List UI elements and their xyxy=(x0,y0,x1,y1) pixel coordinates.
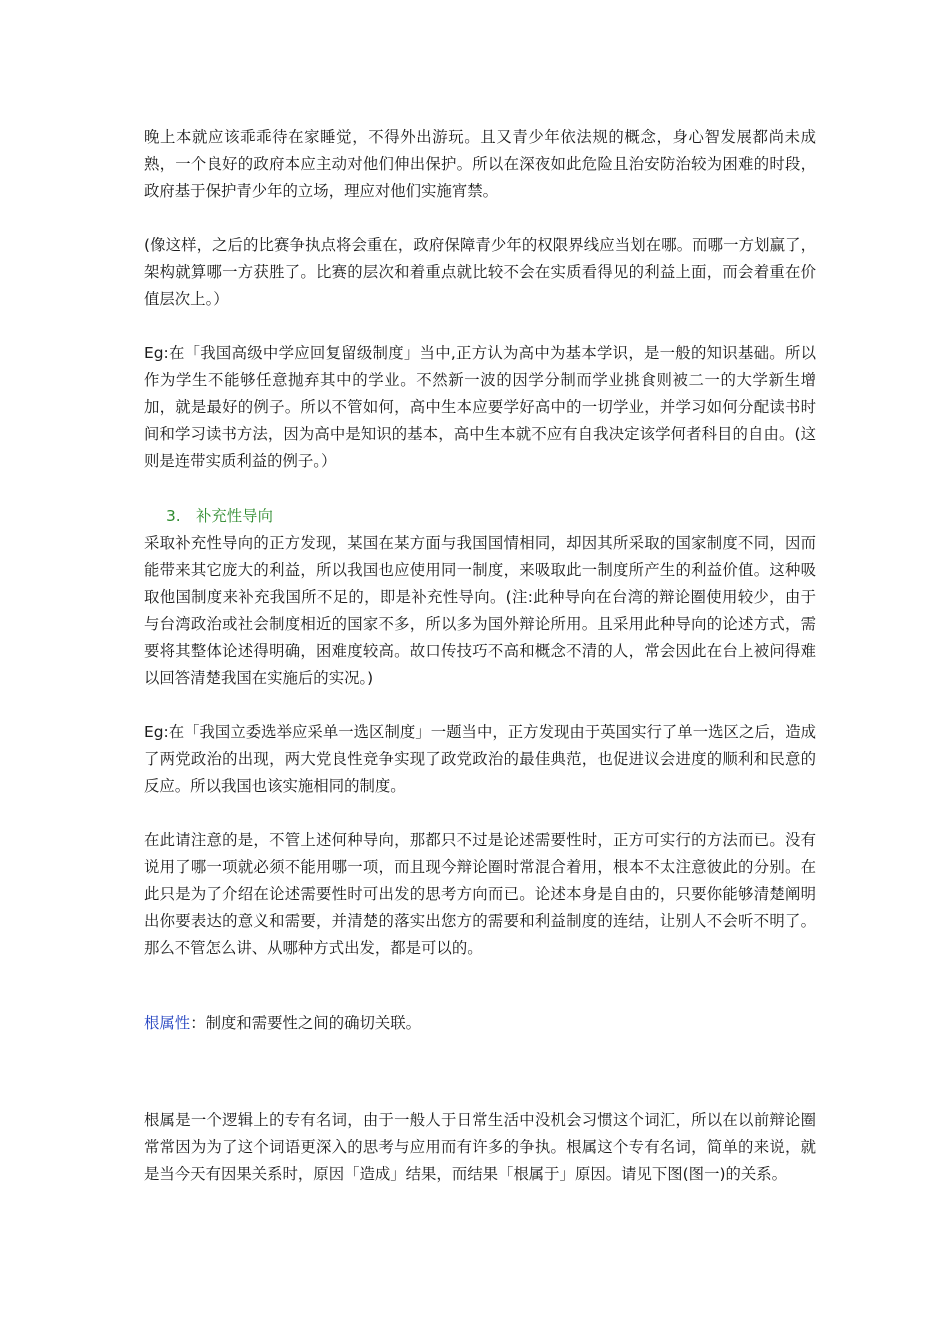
spacer xyxy=(144,692,816,719)
term-definition xyxy=(144,1010,816,1037)
spacer xyxy=(144,800,816,827)
spacer xyxy=(144,475,816,502)
spacer xyxy=(144,1037,816,1107)
section-heading-supplementary xyxy=(144,503,816,530)
paragraph-example-retention: Eg:在「我国高级中学应回复留级制度」当中,正方认为高中为基本学识，是一般的知识基础。所以作为学生不能够任意抛弃其中的学业。不然新一波的因学分制而学业挑食则被二一的大学新生增加，就是最好的例子。所以不管如何，高中生本应要学好高中的一切学业，并学习如何分配读书时间和学习读书方法，因为高中是知识的基本，高中生本就不应有自我决定该学何者科目的自由。(这则是连带实质利益的例子。） xyxy=(144,344,816,470)
paragraph-value-note: (像这样，之后的比赛争执点将会重在，政府保障青少年的权限界线应当划在哪。而哪一方划赢了，架构就算哪一方获胜了。比赛的层次和着重点就比较不会在实质看得见的利益上面，而会着重在价值层次上。） xyxy=(144,236,816,308)
paragraph-example-single-district: Eg:在「我国立委选举应采单一选区制度」一题当中，正方发现由于英国实行了单一选区之后，造成了两党政治的出现，两大党良性竞争实现了政党政治的最佳典范，也促进议会进度的顺利和民意的反应。所以我国也该实施相同的制度。 xyxy=(144,723,816,795)
paragraph-supplementary-orientation: 采取补充性导向的正方发现，某国在某方面与我国国情相同，却因其所采取的国家制度不同，因而能带来其它庞大的利益，所以我国也应使用同一制度，来吸取此一制度所产生的利益价值。这种吸取他国制度来补充我国所不足的，即是补充性导向。(注:此种导向在台湾的辩论圈使用较少，由于与台湾政治或社会制度相近的国家不多，所以多为国外辩论所用。且采用此种导向的论述方式，需要将其整体论述得明确，困难度较高。故口传技巧不高和概念不清的人，常会因此在台上被问得难以回答清楚我国在实施后的实况。) xyxy=(144,534,816,687)
section-title: 补充性导向 xyxy=(196,507,273,525)
spacer xyxy=(144,962,816,1010)
paragraph-curfew-reason: 晚上本就应该乖乖待在家睡觉，不得外出游玩。且又青少年依法规的概念，身心智发展都尚未成熟，一个良好的政府本应主动对他们伸出保护。所以在深夜如此危险且治安防治较为困难的时段，政府基于保护青少年的立场，理应对他们实施宵禁。 xyxy=(144,128,816,200)
spacer xyxy=(144,313,816,340)
term-definition-text: ：制度和需要性之间的确切关联。 xyxy=(190,1014,422,1032)
term-root-attribute: 根属性 xyxy=(144,1014,191,1032)
paragraph-root-attribute-explanation: 根属是一个逻辑上的专有名词，由于一般人于日常生活中没机会习惯这个词汇，所以在以前辩论圈常常因为为了这个词语更深入的思考与应用而有许多的争执。根属这个专有名词，简单的来说，就是当今天有因果关系时，原因「造成」结果，而结果「根属于」原因。请见下图(图一)的关系。 xyxy=(144,1111,816,1183)
spacer xyxy=(144,205,816,232)
section-number: 3. xyxy=(166,507,181,525)
paragraph-note-orientations: 在此请注意的是，不管上述何种导向，那都只不过是论述需要性时，正方可实行的方法而已。没有说用了哪一项就必须不能用哪一项，而且现今辩论圈时常混合着用，根本不太注意彼此的分别。在此只是为了介绍在论述需要性时可出发的思考方向而已。论述本身是自由的，只要你能够清楚阐明出你要表达的意义和需要，并清楚的落实出您方的需要和利益制度的连结，让别人不会听不明了。那么不管怎么讲、从哪种方式出发，都是可以的。 xyxy=(144,831,816,957)
